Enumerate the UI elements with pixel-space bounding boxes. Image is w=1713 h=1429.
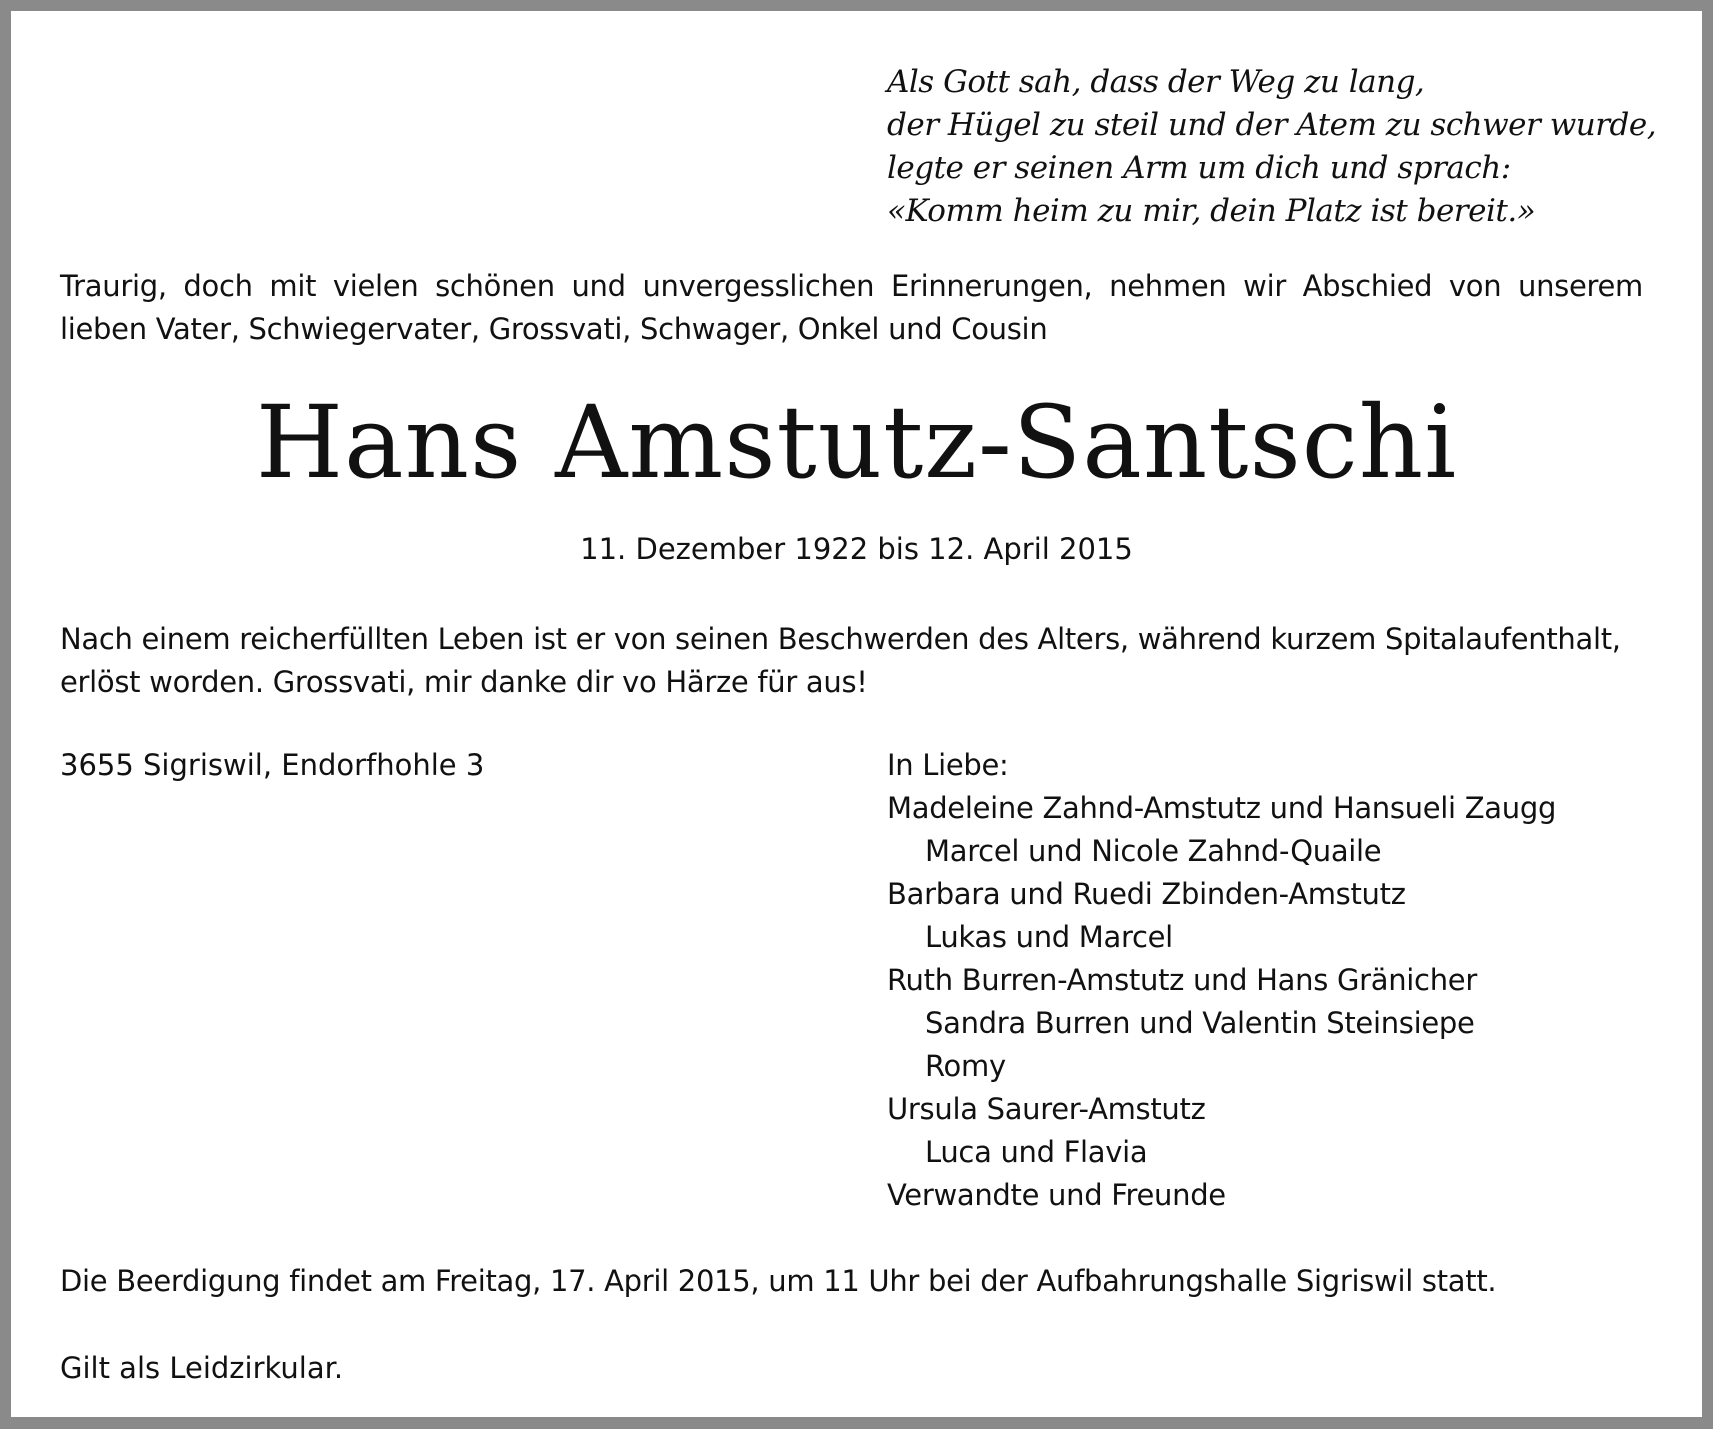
obituary-page [11,11,1702,1417]
intro-line: lieben Vater, Schwiegervater, Grossvati, Schwager, Onkel und Cousin [60,312,1048,346]
family-member: Ursula Saurer-Amstutz [887,1092,1206,1126]
poem-verse [887,61,1656,233]
memorial-paragraph [60,618,1643,704]
poem-line: der Hügel zu steil und der Atem zu schwer wurde, [887,107,1657,143]
family-member: Luca und Flavia [925,1135,1148,1169]
intro-line: Traurig, doch mit vielen schönen und unvergesslichen Erinnerungen, nehmen wir Abschied von unserem [60,269,1643,303]
poem-line: «Komm heim zu mir, dein Platz ist bereit.» [887,193,1536,229]
memorial-line: Nach einem reicherfüllten Leben ist er von seinen Beschwerden des Alters, während kurzem Spitalaufenthalt, [60,622,1621,656]
family-member: Ruth Burren-Amstutz und Hans Gränicher [887,963,1477,997]
poem-line: Als Gott sah, dass der Weg zu lang, [887,64,1425,100]
intro-paragraph [60,265,1643,351]
deceased-name: Hans Amstutz-Santschi [255,384,1458,501]
family-member: Sandra Burren und Valentin Steinsiepe [925,1006,1475,1040]
family-member: Marcel und Nicole Zahnd-Quaile [925,834,1382,868]
life-dates: 11. Dezember 1922 bis 12. April 2015 [580,532,1133,566]
circular-note: Gilt als Leidzirkular. [60,1351,344,1385]
poem-line: legte er seinen Arm um dich und sprach: [887,150,1511,186]
memorial-line: erlöst worden. Grossvati, mir danke dir vo Härze für aus! [60,665,868,699]
family-member: Romy [925,1049,1006,1083]
family-member: Madeleine Zahnd-Amstutz und Hansueli Zaugg [887,791,1557,825]
family-member: Barbara und Ruedi Zbinden-Amstutz [887,877,1406,911]
address: 3655 Sigriswil, Endorfhohle 3 [60,748,485,782]
family-member: Lukas und Marcel [925,920,1173,954]
family-list [887,744,1556,1217]
funeral-notice: Die Beerdigung findet am Freitag, 17. April 2015, um 11 Uhr bei der Aufbahrungshalle Sigriswil statt. [60,1264,1497,1298]
family-heading: In Liebe: [887,748,1009,782]
family-member: Verwandte und Freunde [887,1178,1226,1212]
